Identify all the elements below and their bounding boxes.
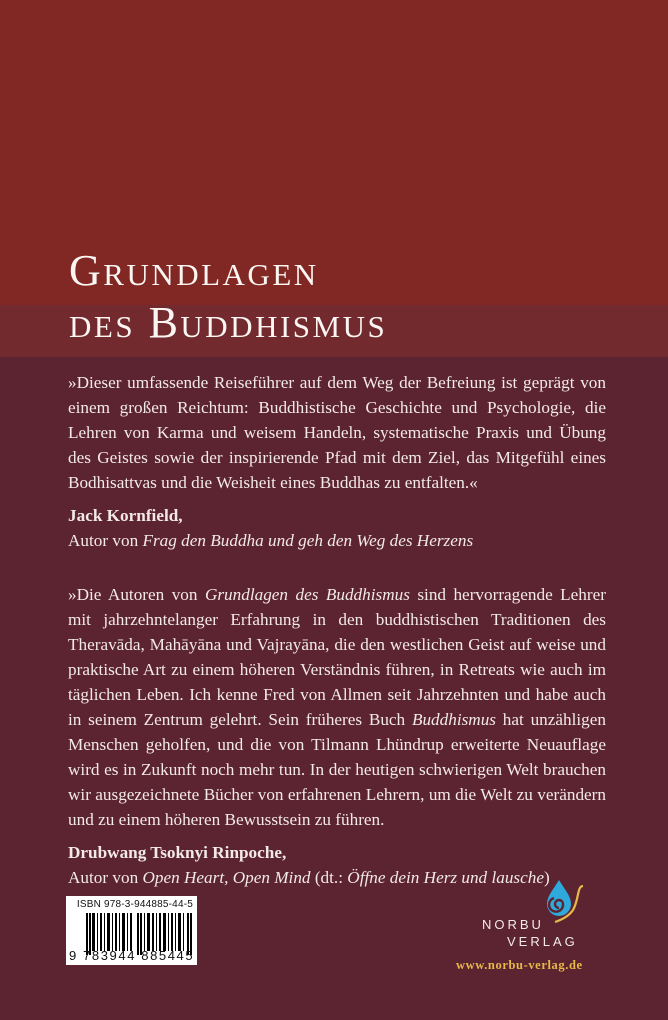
blurb-work-1 <box>68 528 606 553</box>
book-title <box>69 245 387 349</box>
blurb-author-1: Jack Kornfield, <box>68 506 183 525</box>
blurb-author-2: Drubwang Tsoknyi Rinpoche, <box>68 843 287 862</box>
isbn-number: ISBN 978-3-944885-44-5 <box>76 899 193 910</box>
blurb-quote-1: »Dieser umfassende Reiseführer auf dem Weg der Befreiung ist geprägt von einem großen Reichtum: Buddhistische Geschichte und Psychologie, die Lehren von Karma und weisem Handeln, systematische Praxis und Übung des Geistes sowie der inspirierende Pfad mit dem Ziel, das Mitgefühl eines Bodhisattvas und die Weisheit eines Buddhas zu entfalten.« <box>68 373 606 492</box>
quote-text: sind hervorragende Lehrer mit jahrzehntelanger Erfahrung in den buddhistischen Traditionen des Theravāda, Mahāyāna und Vajrayāna, die den westlichen Geist auf weise und praktische Art zu einem höheren Verständnis führen, in Retreats wie auch im täglichen Leben. Ich kenne Fred von Allmen seit Jahrzehnten und habe auch in seinem Zentrum gelehrt. Sein früheres Buch <box>68 585 606 729</box>
publisher-logo <box>455 872 605 972</box>
blurb-quote-2 <box>68 582 606 832</box>
work-prefix: Autor von <box>68 868 143 887</box>
work-title: Frag den Buddha und geh den Weg des Herzens <box>142 531 474 550</box>
work-title-de: Öffne dein Herz und lausche <box>347 868 544 887</box>
quote-text: hat unzähligen Menschen geholfen, und die von Tilmann Lhündrup erweiterte Neuauflage wird es in Zukunft noch mehr tun. In der heutigen schwierigen Welt brauchen wir ausgezeichnete Bücher von erfahrenen Lehrern, um die Welt zu verändern und zu einem höheren Bewusstsein zu führen. <box>68 710 606 829</box>
publisher-name <box>482 916 578 950</box>
quote-book-title: Grundlagen des Buddhismus <box>204 585 410 604</box>
title-line-2: des Buddhismus <box>69 298 388 348</box>
blurb-attribution-1 <box>68 503 606 553</box>
blurbs <box>68 370 606 890</box>
quote-text: »Die Autoren von <box>68 585 205 604</box>
publisher-name-line-1: NORBU <box>482 917 544 932</box>
work-suffix: ) <box>543 868 550 887</box>
publisher-name-line-2: VERLAG <box>507 934 578 949</box>
work-prefix: Autor von <box>68 531 143 550</box>
work-mid: (dt.: <box>310 868 348 887</box>
title-line-1: Grundlagen <box>69 246 319 296</box>
isbn-barcode <box>66 896 197 965</box>
quote-book-title: Buddhismus <box>411 710 496 729</box>
barcode-digits: 9 783944 885445 <box>69 948 195 963</box>
publisher-website-link[interactable]: www.norbu-verlag.de <box>456 958 583 972</box>
barcode-bars <box>86 913 192 951</box>
work-title: Open Heart, Open Mind <box>142 868 311 887</box>
